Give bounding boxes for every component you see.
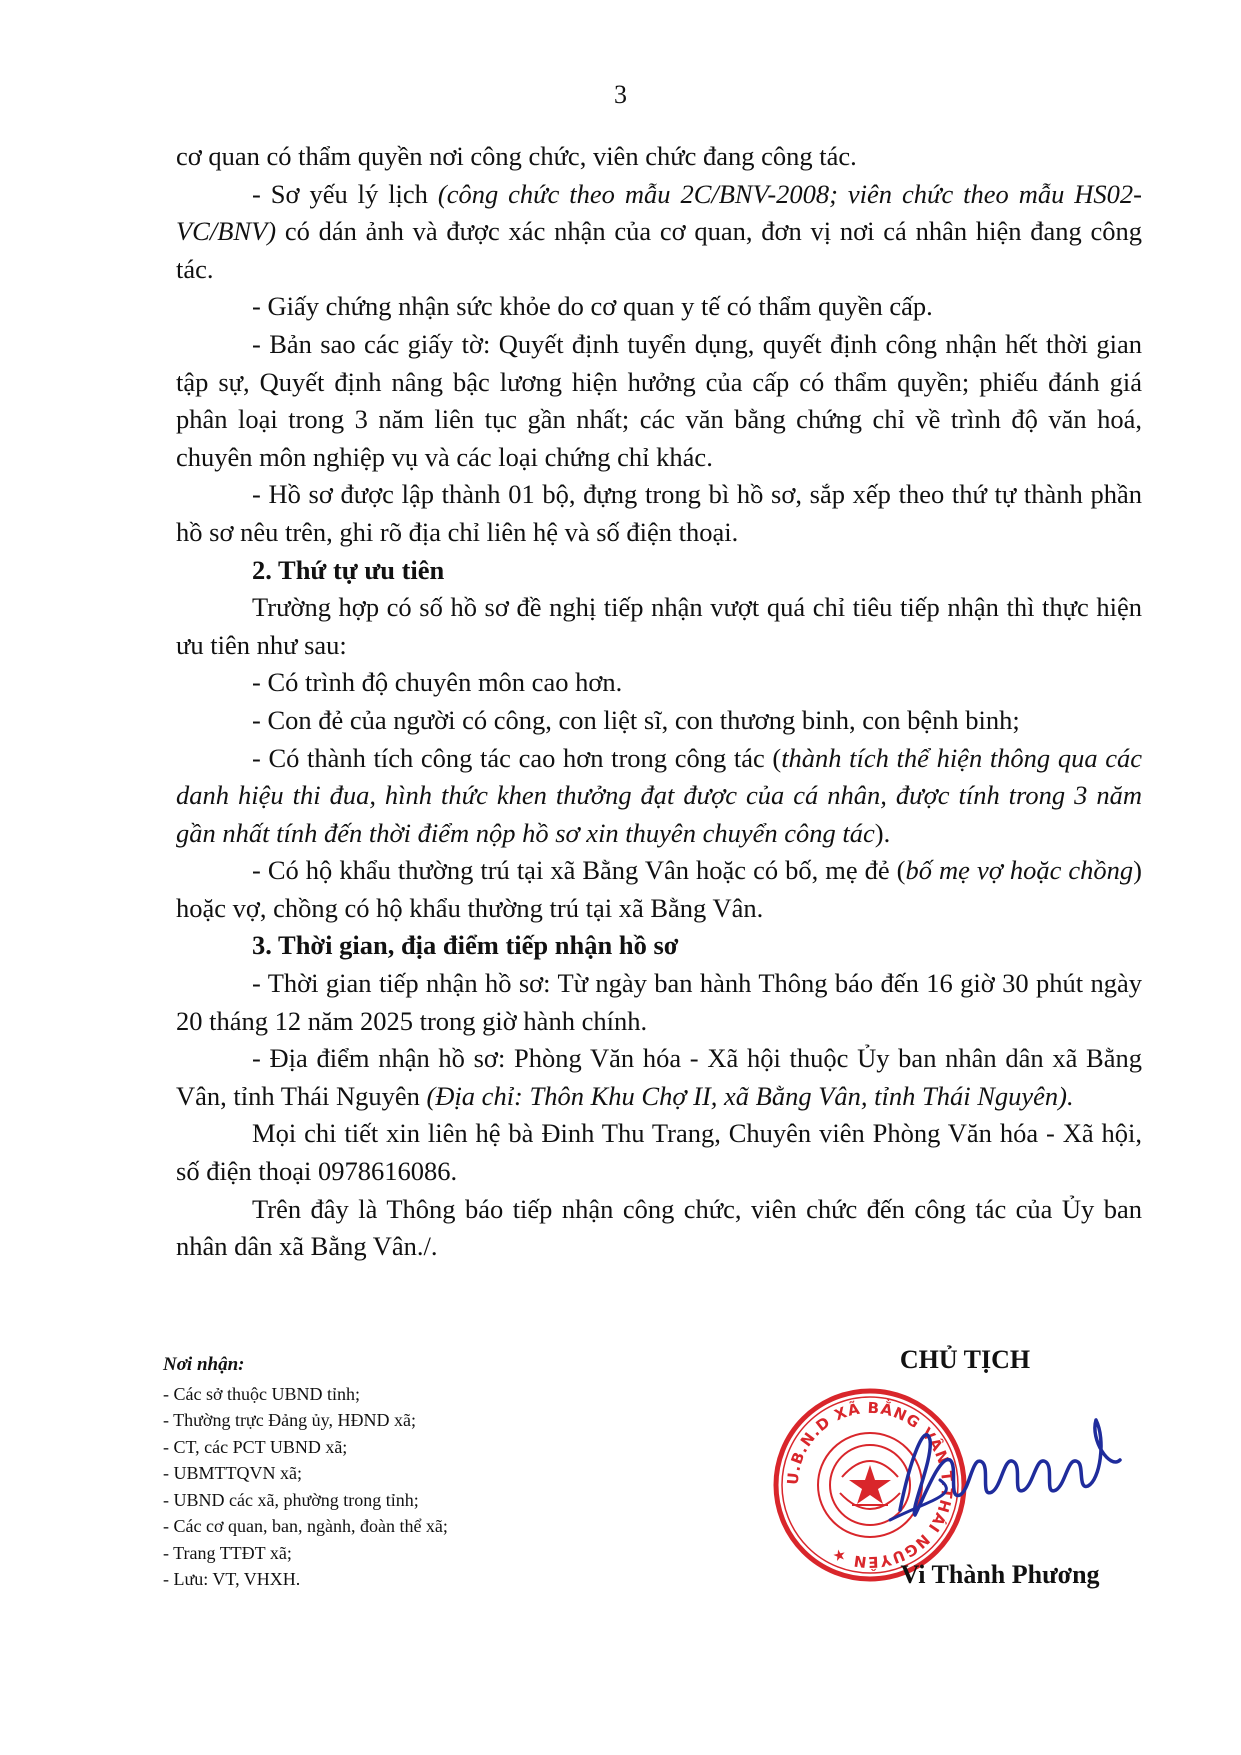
paragraph: - Thời gian tiếp nhận hồ sơ: Từ ngày ban hành Thông báo đến 16 giờ 30 phút ngày 20 tháng 12 năm 2025 trong giờ hành chính.	[176, 968, 1142, 1036]
paragraph: cơ quan có thẩm quyền nơi công chức, viên chức đang công tác.	[176, 141, 857, 171]
recipient-item: - UBND các xã, phường trong tỉnh;	[163, 1489, 419, 1510]
paragraph: Mọi chi tiết xin liên hệ bà Đinh Thu Trang, Chuyên viên Phòng Văn hóa - Xã hội, số điện thoại 0978616086.	[176, 1118, 1142, 1187]
section-heading: 3. Thời gian, địa điểm tiếp nhận hồ sơ	[252, 930, 679, 961]
signer-title: CHỦ TỊCH	[899, 1345, 1031, 1374]
handwritten-signature-icon	[870, 1400, 1130, 1540]
paragraph: - Có hộ khẩu thường trú tại xã Bằng Vân hoặc có bố, mẹ đẻ (bố mẹ vợ hoặc chồng) hoặc vợ, chồng có hộ khẩu thường trú tại xã Bằng Vân.	[176, 855, 1142, 923]
svg-text:U.B.N.D XÃ BẰNG VÂN T.THÁI NGU: U.B.N.D XÃ BẰNG VÂN T.THÁI NGUYÊN ★	[783, 1398, 957, 1572]
paragraph: - Bản sao các giấy tờ: Quyết định tuyển dụng, quyết định công nhận hết thời gian tập sự, Quyết định nâng bậc lương hiện hưởng của cấp có thẩm quyền; phiếu đánh giá phân loại trong 3 năm liên tục gần nhất; các văn bằng chứng chỉ về trình độ văn hoá, chuyên môn nghiệp vụ và các loại chứng chỉ khác.	[176, 328, 1142, 472]
recipient-item: - CT, các PCT UBND xã;	[163, 1436, 348, 1457]
recipient-item: - UBMTTQVN xã;	[163, 1463, 302, 1483]
paragraph: Trên đây là Thông báo tiếp nhận công chức, viên chức đến công tác của Ủy ban nhân dân xã Bằng Vân./.	[176, 1193, 1142, 1262]
paragraph: - Hồ sơ được lập thành 01 bộ, đựng trong bì hồ sơ, sắp xếp theo thứ tự thành phần hồ sơ nêu trên, ghi rõ địa chỉ liên hệ và số điện thoại.	[176, 479, 1142, 547]
recipient-item: - Các sở thuộc UBND tỉnh;	[163, 1383, 360, 1404]
recipients-title: Nơi nhận:	[163, 1354, 245, 1375]
paragraph: - Sơ yếu lý lịch (công chức theo mẫu 2C/BNV-2008; viên chức theo mẫu HS02-VC/BNV) có dán ảnh và được xác nhận của cơ quan, đơn vị nơi cá nhân hiện đang công tác.	[176, 178, 1142, 284]
paragraph: - Địa điểm nhận hồ sơ: Phòng Văn hóa - Xã hội thuộc Ủy ban nhân dân xã Bằng Vân, tỉnh Thái Nguyên (Địa chỉ: Thôn Khu Chợ II, xã Bằng Vân, tỉnh Thái Nguyên).	[176, 1043, 1142, 1111]
section-heading: 2. Thứ tự ưu tiên	[252, 554, 445, 585]
signer-name: Vi Thành Phương	[900, 1560, 1100, 1589]
recipient-item: - Trang TTĐT xã;	[163, 1542, 292, 1563]
paragraph: - Con đẻ của người có công, con liệt sĩ, con thương binh, con bệnh binh;	[252, 704, 1020, 735]
recipient-item: - Các cơ quan, ban, ngành, đoàn thể xã;	[163, 1516, 448, 1536]
recipients-list	[163, 1381, 633, 1593]
paragraph: - Có thành tích công tác cao hơn trong công tác (thành tích thể hiện thông qua các danh hiệu thi đua, hình thức khen thưởng đạt được của cá nhân, được tính trong 3 năm gần nhất tính đến thời điểm nộp hồ sơ xin thuyên chuyển công tác).	[176, 742, 1142, 848]
signature-block	[760, 1345, 1160, 1589]
paragraph: - Giấy chứng nhận sức khỏe do cơ quan y tế có thẩm quyền cấp.	[252, 291, 933, 322]
recipients-block	[163, 1352, 633, 1593]
paragraph: Trường hợp có số hồ sơ đề nghị tiếp nhận vượt quá chỉ tiêu tiếp nhận thì thực hiện ưu tiên như sau:	[176, 592, 1142, 660]
recipient-item: - Lưu: VT, VHXH.	[163, 1569, 301, 1589]
recipient-item: - Thường trực Đảng ủy, HĐND xã;	[163, 1410, 416, 1430]
document-body	[176, 138, 1142, 1266]
page-number: 3	[614, 80, 627, 109]
paragraph: - Có trình độ chuyên môn cao hơn.	[252, 667, 623, 698]
